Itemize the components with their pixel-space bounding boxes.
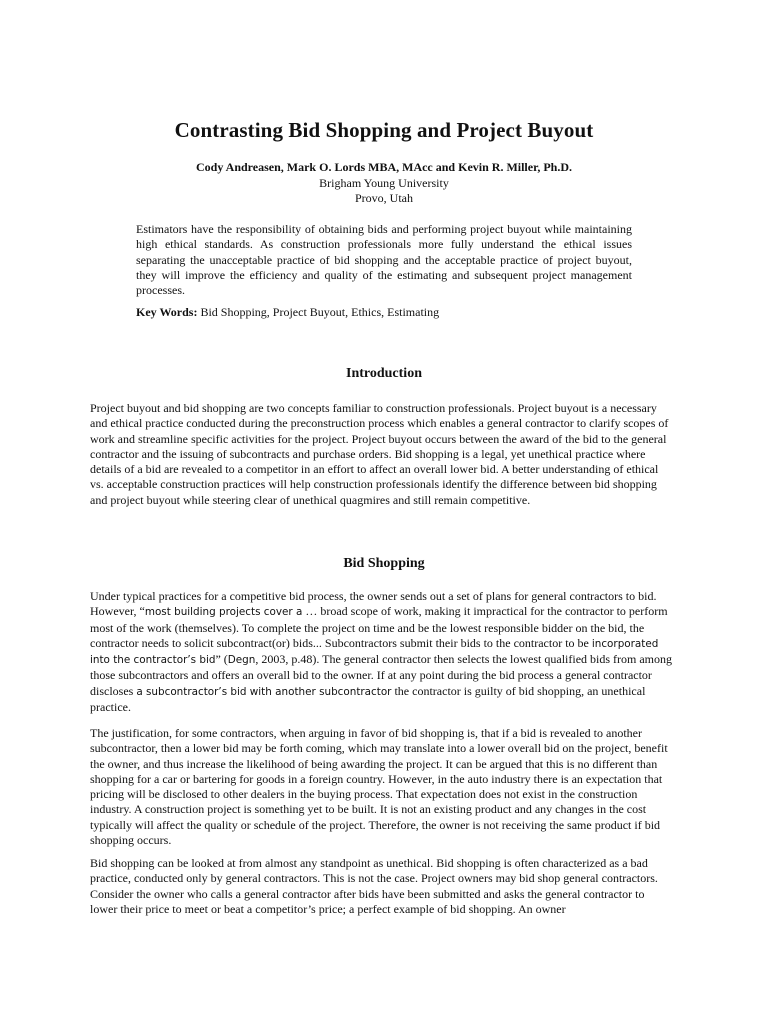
keywords-text: Bid Shopping, Project Buyout, Ethics, Estimating bbox=[200, 305, 440, 319]
text-run: Under typical practices for a competitive bid process, the owner sends out a set of plans for general contractors to bid. bbox=[90, 589, 657, 603]
keywords-label: Key Words: bbox=[136, 305, 198, 319]
text-run: the contractor is guilty of bid shopping, an unethical practice. bbox=[90, 683, 646, 715]
bid-shopping-paragraph-3: Bid shopping can be looked at from almost any standpoint as unethical. Bid shopping is often characterized as a bad practice, conducted only by general contractors. This is not the case. Project owners may bid shop general contractors. Consider the owner who calls a general contractor after bids have been submitted and asks the general contractor to lower their price to meet or beat a competitor’s price; a perfect example of bid shopping. An owner bbox=[90, 856, 658, 916]
section-heading-bid-shopping: Bid Shopping bbox=[343, 556, 425, 571]
introduction-paragraph: Project buyout and bid shopping are two concepts familiar to construction professionals. Project buyout is a necessary and ethical practice conducted during the preconstruction process which enables a general contractor to clarify scopes of work and streamline specific activities for the project. Project buyout occurs between the award of the bid to the general contractor and the issuing of subcontracts and purchase orders. Bid shopping is a legal, yet unethical practice where details of a bid are revealed to a competitor in an effort to affect an overall lower bid. A better understanding of ethical vs. acceptable construction practices will help construction professionals identify the difference between bid shopping and project buyout while steering clear of unethical quagmires and still remain competitive. bbox=[90, 401, 669, 507]
section-heading-introduction: Introduction bbox=[346, 366, 422, 381]
bid-shopping-paragraph-1 bbox=[90, 589, 673, 715]
text-run: However, “ bbox=[90, 604, 145, 619]
text-run: ” ( bbox=[215, 652, 228, 667]
paper-title: Contrasting Bid Shopping and Project Buyout bbox=[174, 118, 594, 142]
quote-run: most building projects cover a bbox=[144, 606, 303, 619]
quote-run: a subcontractor’s bid with another subcontractor bbox=[136, 685, 392, 698]
paper-authors: Cody Andreasen, Mark O. Lords MBA, MAcc and Kevin R. Miller, Ph.D. bbox=[195, 160, 572, 174]
text-run: , 2003, p.48). The general contractor then selects the lowest qualified bids from among those subcontractors and offers an overall bid to the owner. If at any point during the bid process a general contractor discloses bbox=[90, 652, 673, 698]
author-location: Provo, Utah bbox=[355, 191, 413, 205]
abstract: Estimators have the responsibility of obtaining bids and performing project buyout while maintaining high ethical standards. As construction professionals more fully understand the ethical issues separating the unacceptable practice of bid shopping and the acceptable practice of project buyout, they will improve the efficiency and quality of the estimating and subsequent project management processes. bbox=[136, 222, 632, 298]
author-institution: Brigham Young University bbox=[319, 176, 449, 190]
citation-author: Degn bbox=[227, 654, 256, 667]
text-run: … broad scope of work, making it impractical for the contractor to perform most of the work (themselves). To complete the project on time and be the lowest responsible bidder on the bid, the contractor needs to solicit subcontract(or) bids... Subcontractors submit their bids to the contractor to be bbox=[90, 604, 668, 650]
bid-shopping-paragraph-2: The justification, for some contractors, when arguing in favor of bid shopping is, that if a bid is revealed to another subcontractor, then a lower bid may be forth coming, which may translate into a lower overall bid on the project, benefit the owner, and thus increase the likelihood of being awarding the project. It can be argued that this is no different than shopping for a car or bartering for goods in a foreign country. However, in the auto industry there is an expectation that pricing will be disclosed to other dealers in the buying process. That expectation does not exist in the construction industry. A construction project is something yet to be built. It is not an existing product and any changes in the cost typically will affect the quality or schedule of the project. Therefore, the owner is not receiving the same product if bid shopping occurs. bbox=[90, 726, 668, 848]
quote-run: incorporated into the contractor’s bid bbox=[90, 637, 659, 667]
keywords bbox=[136, 305, 636, 320]
